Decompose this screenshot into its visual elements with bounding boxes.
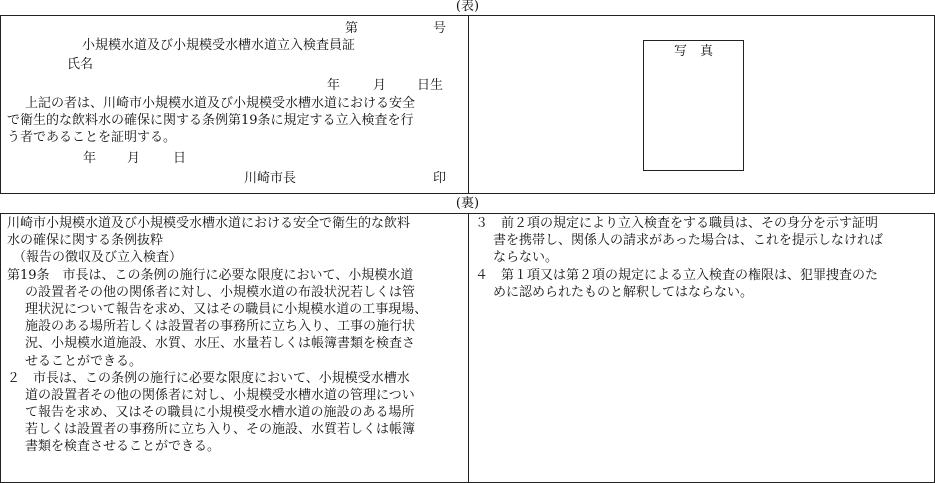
excerpt-line: 理状況について報告を求め、又はその職員に小規模水道の工事現場、 — [25, 301, 428, 317]
birth-year-label: 年 — [327, 78, 341, 93]
back-side-label: (裏) — [455, 196, 480, 211]
excerpt-line: 況、小規模水道施設、水質、水圧、水量若しくは帳簿書類を検査さ — [25, 336, 416, 352]
excerpt-line: の設置者その他の関係者に対し、小規模水道の布設状況若しくは管 — [25, 284, 416, 300]
excerpt-line: 川崎市小規模水道及び小規模受水槽水道における安全で衛生的な飲料 — [7, 216, 411, 231]
issue-day-label: 日 — [173, 151, 187, 166]
excerpt-line: 書類を検査させることができる。 — [25, 439, 221, 455]
photo-label: 写 真 — [674, 44, 714, 59]
issue-month-label: 月 — [127, 151, 141, 166]
card-title: 小規模水道及び小規模受水槽水道立入検査員証 — [82, 38, 356, 53]
issue-year-label: 年 — [83, 151, 97, 166]
excerpt-line: 水の確保に関する条例抜粋 — [7, 233, 164, 249]
birth-day-label: 日生 — [417, 78, 444, 93]
excerpt-line: 道の設置者その他の関係者に対し、小規模受水槽水道の管理につい — [25, 387, 415, 403]
number-label-go: 号 — [433, 21, 447, 36]
front-card-divider — [468, 16, 469, 193]
excerpt-line: ならない。 — [493, 250, 559, 266]
front-side-label: (表) — [455, 0, 480, 14]
certification-line: 上記の者は、川崎市小規模水道及び小規模受水槽水道における安全 — [25, 96, 416, 111]
excerpt-line: 若しくは設置者の事務所に立ち入り、その施設、水質若しくは帳簿 — [25, 422, 416, 438]
excerpt-line: 書を携帯し、関係人の請求があった場合は、これを提示しなければ — [493, 233, 883, 249]
excerpt-line: 第19条 市長は、この条例の施行に必要な限度において、小規模水道 — [7, 267, 414, 283]
certification-line: で衛生的な飲料水の確保に関する条例第19条に規定する立入検査を行 — [7, 113, 414, 129]
excerpt-line: ４ 第１項又は第２項の規定による立入検査の権限は、犯罪捜査のた — [475, 267, 879, 283]
back-card-divider — [468, 214, 469, 482]
excerpt-line: せることができる。 — [25, 353, 143, 369]
ordinance-excerpt-right — [475, 215, 883, 301]
excerpt-line: ２ 市長は、この条例の施行に必要な限度において、小規模受水槽水 — [7, 370, 410, 386]
front-card — [0, 15, 935, 194]
excerpt-line: ３ 前２項の規定により立入検査をする職員は、その身分を示す証明 — [475, 216, 879, 231]
excerpt-line: 施設のある場所若しくは設置者の事務所に立ち入り、工事の施行状 — [25, 319, 416, 335]
mayor-label: 川崎市長 — [244, 171, 297, 186]
certification-line: う者であることを証明する。 — [7, 130, 177, 146]
seal-label: 印 — [433, 171, 447, 186]
ordinance-excerpt-left — [7, 215, 427, 456]
back-card — [0, 213, 935, 483]
certification-text — [7, 95, 415, 147]
excerpt-line: （報告の徴収及び立入検査） — [13, 250, 183, 266]
excerpt-line: て報告を求め、又はその職員に小規模受水槽水道の施設のある場所 — [25, 405, 415, 421]
photo-frame — [643, 40, 744, 171]
birth-month-label: 月 — [373, 78, 387, 93]
number-label-dai: 第 — [345, 21, 359, 36]
excerpt-line: めに認められたものと解釈してはならない。 — [493, 284, 754, 300]
name-label: 氏名 — [67, 57, 94, 72]
